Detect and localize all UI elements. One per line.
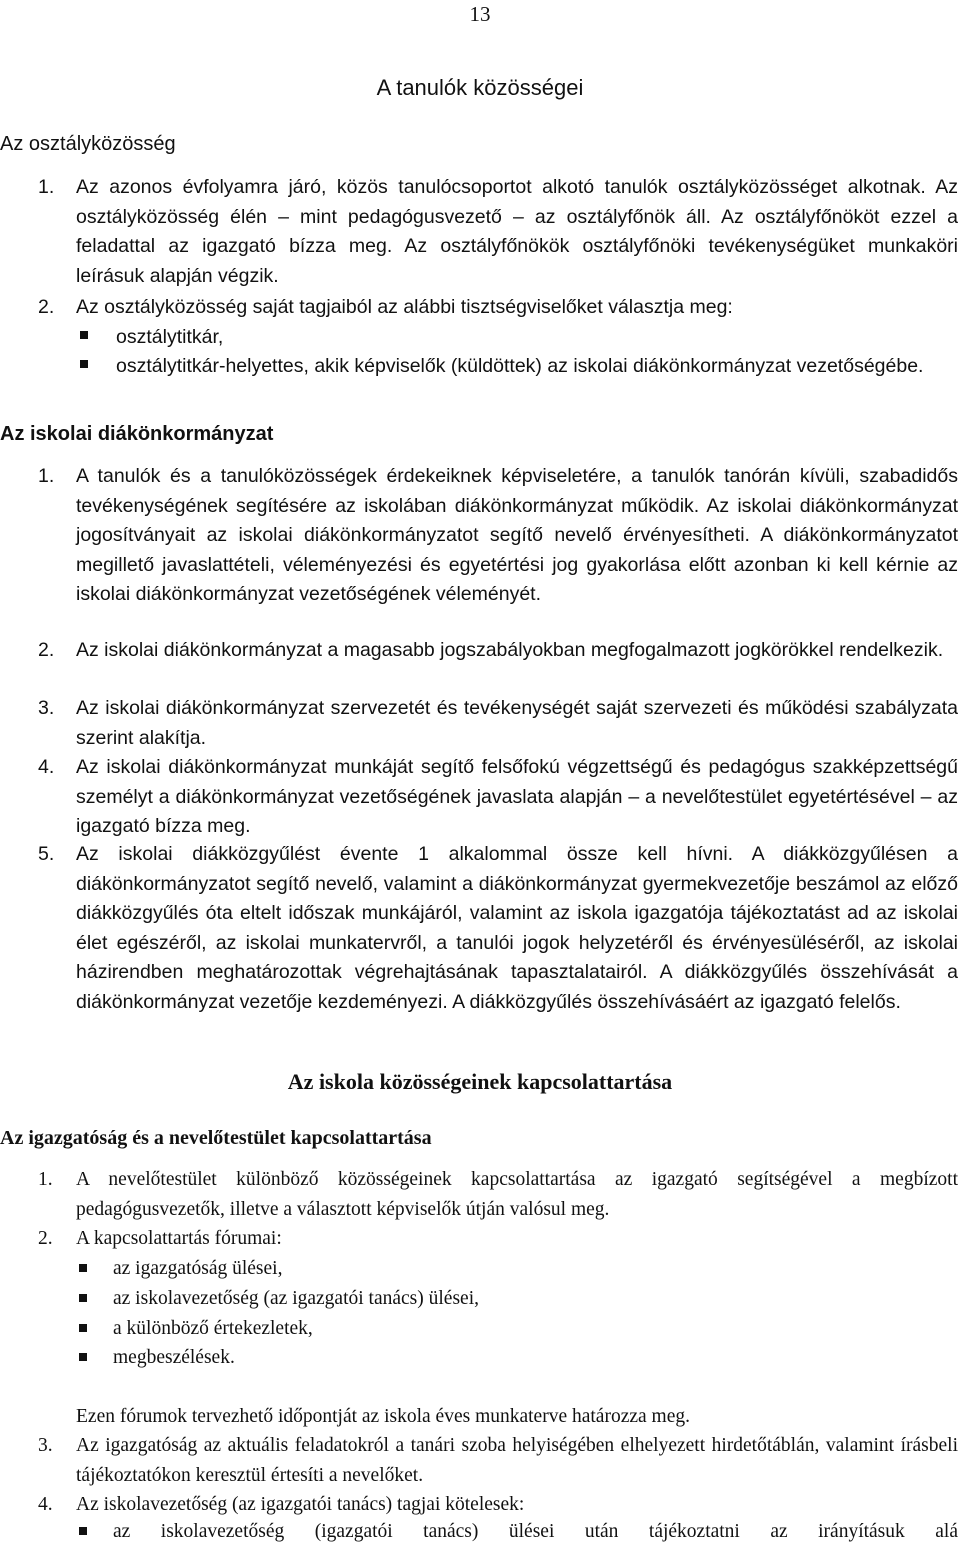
square-bullet-icon: [79, 1353, 87, 1361]
square-bullet-icon: [79, 1294, 87, 1302]
item-number: 4.: [38, 1494, 53, 1515]
bullet-text: osztálytitkár,: [116, 326, 224, 348]
item-number: 1.: [38, 465, 55, 487]
item-text: Az iskolai diákközgyűlést évente 1 alkalommal össze kell hívni. A diákközgyűlésen a diákönkormányzatot segítő nevelő, valamint a diákönkormányzat gyermekvezetője beszámol az előző diákközgyűlés óta eltelt időszak munkájáról, valamint az iskola igazgatója tájékoztatást ad az iskolai élet egészéről, az iskolai munkatervről, a tanulói jogok helyzetéről és érvényesüléséről, az iskolai házirendben meghatározottak végrehajtásának tapasztalatairól. A diákközgyűlés összehívását a diákönkormányzat vezetője kezdeményezi. A diákközgyűlés összehívásáért az igazgató felelős.: [76, 843, 958, 1013]
square-bullet-icon: [80, 331, 88, 339]
square-bullet-icon: [79, 1527, 87, 1535]
item-text: Az iskolavezetőség (az igazgatói tanács) tagjai kötelesek:: [76, 1494, 525, 1515]
bullet-text: osztálytitkár-helyettes, akik képviselők (küldöttek) az iskolai diákönkormányzat vezetőségébe.: [116, 355, 924, 377]
bullet-text: a különböző értekezletek,: [113, 1318, 313, 1339]
item-text: Az iskolai diákönkormányzat a magasabb jogszabályokban megfogalmazott jogkörökkel rendelkezik.: [76, 639, 944, 661]
bullet-text: megbeszélések.: [113, 1347, 235, 1368]
item-number: 2.: [38, 296, 55, 318]
item-number: 5.: [38, 843, 55, 865]
item-number: 3.: [38, 697, 55, 719]
bullet-text: az iskolavezetőség (az igazgatói tanács) ülései,: [113, 1288, 479, 1309]
item-number: 1.: [38, 176, 55, 198]
square-bullet-icon: [79, 1264, 87, 1272]
section-heading-igazgatosag: Az igazgatóság és a nevelőtestület kapcsolattartása: [0, 1127, 432, 1149]
square-bullet-icon: [80, 360, 88, 368]
item-text: A tanulók és a tanulóközösségek érdekeiknek képviseletére, a tanulók tanórán kívüli, szabadidős tevékenységének segítésére az iskolában diákönkormányzat működik. Az iskolai diákönkormányzat jogosítványait az iskolai diákönkormányzatot segítő nevelő érvényesítheti. A diákönkormányzatot megillető javaslattételi, véleményezési és egyetértési jog gyakorlása előtt azonban ki kell kérnie az iskolai diákönkormányzat vezetőségének véleményét.: [76, 465, 958, 606]
item-number: 2.: [38, 639, 55, 661]
section-heading-osztalykozosseg: Az osztályközösség: [0, 133, 176, 155]
item-number: 4.: [38, 756, 55, 778]
item-text: Az iskolai diákönkormányzat szervezetét és tevékenységét saját szervezeti és működési szabályzata szerint alakítja.: [76, 697, 958, 749]
bullet-text: az igazgatóság ülései,: [113, 1258, 283, 1279]
square-bullet-icon: [79, 1324, 87, 1332]
section-title-kapcsolattartas: Az iskola közösségeinek kapcsolattartása: [287, 1069, 673, 1094]
item-number: 3.: [38, 1435, 53, 1456]
page-number: 13: [469, 2, 491, 26]
item-text: Az igazgatóság az aktuális feladatokról a tanári szoba helyiségében elhelyezett hirdetőtáblán, valamint írásbeli tájékoztatókon keresztül értesíti a nevelőket.: [76, 1435, 958, 1486]
bullet-text: az iskolavezetőség (igazgatói tanács) ülései után tájékoztatni az irányításuk alá: [113, 1521, 958, 1542]
item-text: Az azonos évfolyamra járó, közös tanulócsoportot alkotó tanulók osztályközösséget alkotnak. Az osztályközösség élén – mint pedagógusvezető – az osztályfőnök áll. Az osztályfőnököt ezzel a feladattal az igazgató bízza meg. Az osztályfőnökök osztályfőnöki tevékenységüket munkaköri leírásuk alapján végzik.: [76, 176, 958, 287]
item-text: A nevelőtestület különböző közösségeinek kapcsolattartása az igazgató segítségével a megbízott pedagógusvezetők, illetve a választott képviselők útján valósul meg.: [76, 1169, 958, 1220]
section-heading-diakonkormanyzat: Az iskolai diákönkormányzat: [0, 423, 274, 445]
item-text: Az iskolai diákönkormányzat munkáját segítő felsőfokú végzettségű és pedagógus szakképzettségű személyt a diákönkormányzat vezetőségének javaslata alapján – a nevelőtestület egyetértésével – az igazgató bízza meg.: [76, 756, 958, 838]
item-text: A kapcsolattartás fórumai:: [76, 1228, 282, 1249]
note-paragraph: Ezen fórumok tervezhető időpontját az iskola éves munkaterve határozza meg.: [76, 1406, 690, 1427]
item-text: Az osztályközösség saját tagjaiból az alábbi tisztségviselőket választja meg:: [76, 296, 733, 318]
item-number: 1.: [38, 1169, 53, 1190]
page-title: A tanulók közösségei: [376, 75, 584, 100]
item-number: 2.: [38, 1228, 53, 1249]
